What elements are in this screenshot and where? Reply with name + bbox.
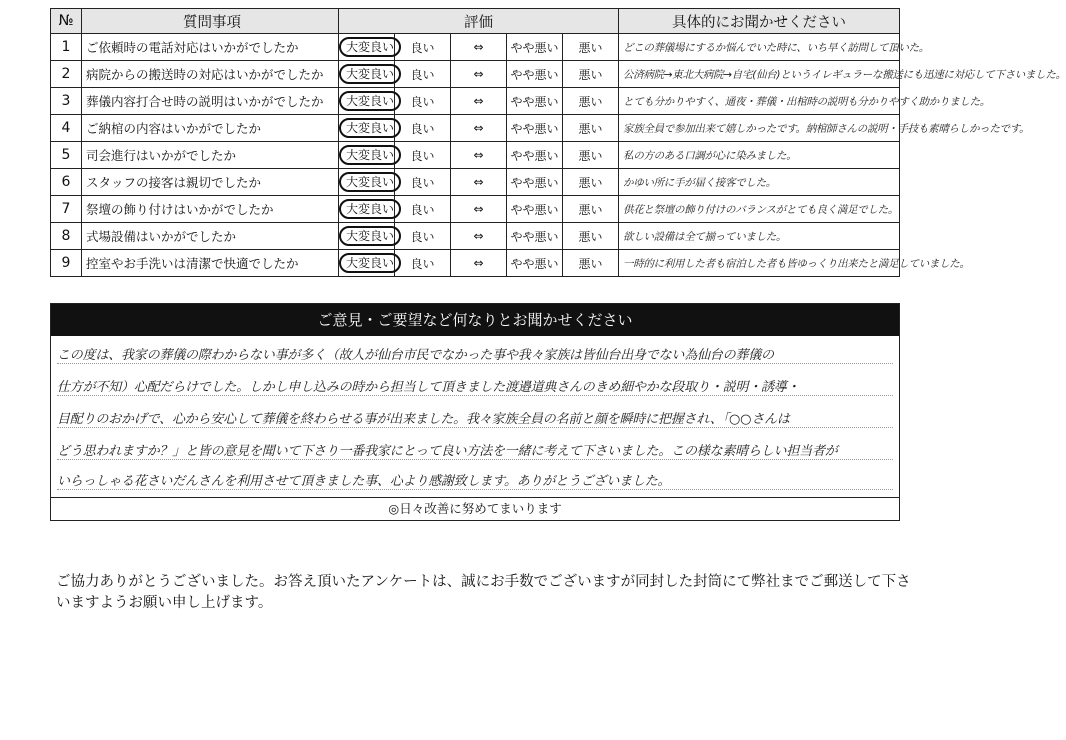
question-text: スタッフの接客は親切でしたか	[82, 169, 339, 196]
rating-option-good: 良い	[395, 142, 451, 169]
question-text: ご納棺の内容はいかがでしたか	[82, 115, 339, 142]
rating-option-bad: 悪い	[563, 88, 619, 115]
rating-option-somewhat_bad: やや悪い	[507, 196, 563, 223]
opinion-line: いらっしゃる花さいだんさんを利用させて頂きました事、心より感謝致します。ありがとうございました。	[57, 474, 671, 489]
row-number: 1	[51, 34, 82, 61]
comment-text: かゆい所に手が届く接客でした。	[619, 169, 900, 196]
question-text: 控室やお手洗いは清潔で快適でしたか	[82, 250, 339, 277]
row-number: 8	[51, 223, 82, 250]
rating-option-good: 良い	[395, 115, 451, 142]
rating-option-somewhat_bad: やや悪い	[507, 88, 563, 115]
selected-rating-circle: 大変良い	[339, 118, 401, 138]
rating-option-bad: 悪い	[563, 250, 619, 277]
rating-option-neutral: ⇔	[451, 88, 507, 115]
selected-rating-circle: 大変良い	[339, 226, 401, 246]
question-text: 病院からの搬送時の対応はいかがでしたか	[82, 61, 339, 88]
table-row	[51, 169, 900, 196]
rating-option-excellent	[339, 169, 395, 196]
rating-option-excellent	[339, 88, 395, 115]
rating-option-good: 良い	[395, 88, 451, 115]
opinion-footer: ◎日々改善に努めてまいります	[51, 497, 899, 520]
rating-option-excellent	[339, 196, 395, 223]
table-row	[51, 223, 900, 250]
opinion-box	[50, 303, 900, 521]
opinion-line: どう思われますか？」と皆の意見を聞いて下さり一番我家にとって良い方法を一緒に考えて下さいました。この様な素晴らしい担当者が	[57, 444, 838, 459]
opinion-line: 目配りのおかげで、心から安心して葬儀を終わらせる事が出来ました。我々家族全員の名前と顔を瞬時に把握され、「○○さんは	[57, 412, 790, 427]
question-text: 式場設備はいかがでしたか	[82, 223, 339, 250]
selected-rating-circle: 大変良い	[339, 172, 401, 192]
survey-table	[50, 8, 1066, 277]
comment-text: どこの葬儀場にするか悩んでいた時に、いち早く訪問して頂いた。	[619, 34, 900, 61]
rating-option-neutral: ⇔	[451, 250, 507, 277]
row-number: 7	[51, 196, 82, 223]
rating-option-bad: 悪い	[563, 196, 619, 223]
table-row	[51, 196, 900, 223]
table-row	[51, 115, 900, 142]
rating-option-excellent	[339, 115, 395, 142]
row-number: 3	[51, 88, 82, 115]
rating-option-good: 良い	[395, 250, 451, 277]
question-text: 祭壇の飾り付けはいかがでしたか	[82, 196, 339, 223]
rating-option-good: 良い	[395, 196, 451, 223]
ruled-line	[57, 459, 893, 460]
rating-option-bad: 悪い	[563, 61, 619, 88]
rating-option-bad: 悪い	[563, 169, 619, 196]
table-header-row	[51, 9, 900, 34]
table-row	[51, 88, 900, 115]
selected-rating-circle: 大変良い	[339, 253, 401, 273]
header-comment: 具体的にお聞かせください	[619, 9, 900, 34]
rating-option-neutral: ⇔	[451, 223, 507, 250]
ruled-line	[57, 363, 893, 364]
selected-rating-circle: 大変良い	[339, 37, 401, 57]
question-text: 葬儀内容打合せ時の説明はいかがでしたか	[82, 88, 339, 115]
rating-option-good: 良い	[395, 223, 451, 250]
ruled-line	[57, 427, 893, 428]
row-number: 2	[51, 61, 82, 88]
header-rating: 評価	[339, 9, 619, 34]
rating-option-somewhat_bad: やや悪い	[507, 61, 563, 88]
rating-option-excellent	[339, 223, 395, 250]
question-text: ご依頼時の電話対応はいかがでしたか	[82, 34, 339, 61]
table-row	[51, 142, 900, 169]
comment-text: 欲しい設備は全て揃っていました。	[619, 223, 900, 250]
comment-text: 公済病院→東北大病院→自宅(仙台)というイレギュラーな搬送にも迅速に対応して下さいました。	[619, 61, 900, 88]
rating-option-good: 良い	[395, 61, 451, 88]
comment-text: 一時的に利用した者も宿泊した者も皆ゆっくり出来たと満足していました。	[619, 250, 900, 277]
row-number: 5	[51, 142, 82, 169]
opinion-line: 仕方が不知）心配だらけでした。しかし申し込みの時から担当して頂きました渡邉道典さんのきめ細やかな段取り・説明・誘導・	[57, 380, 800, 395]
rating-option-neutral: ⇔	[451, 169, 507, 196]
comment-text: とても分かりやすく、通夜・葬儀・出棺時の説明も分かりやすく助かりました。	[619, 88, 900, 115]
rating-option-somewhat_bad: やや悪い	[507, 115, 563, 142]
rating-option-bad: 悪い	[563, 142, 619, 169]
row-number: 4	[51, 115, 82, 142]
rating-option-bad: 悪い	[563, 115, 619, 142]
comment-text: 家族全員で参加出来て嬉しかったです。納棺師さんの説明・手技も素晴らしかったです。	[619, 115, 900, 142]
rating-option-somewhat_bad: やや悪い	[507, 34, 563, 61]
opinion-heading: ご意見・ご要望など何なりとお聞かせください	[51, 304, 899, 336]
rating-option-neutral: ⇔	[451, 142, 507, 169]
ruled-line	[57, 395, 893, 396]
rating-option-excellent	[339, 61, 395, 88]
rating-option-neutral: ⇔	[451, 34, 507, 61]
selected-rating-circle: 大変良い	[339, 64, 401, 84]
rating-option-bad: 悪い	[563, 223, 619, 250]
closing-message: ご協力ありがとうございました。お答え頂いたアンケートは、誠にお手数でございますが同封した封筒にて弊社までご郵送して下さいますようお願い申し上げます。	[56, 574, 911, 611]
selected-rating-circle: 大変良い	[339, 145, 401, 165]
selected-rating-circle: 大変良い	[339, 91, 401, 111]
table-row	[51, 61, 900, 88]
rating-option-excellent	[339, 142, 395, 169]
rating-option-excellent	[339, 250, 395, 277]
row-number: 6	[51, 169, 82, 196]
rating-option-somewhat_bad: やや悪い	[507, 169, 563, 196]
question-text: 司会進行はいかがでしたか	[82, 142, 339, 169]
comment-text: 私の方のある口調が心に染みました。	[619, 142, 900, 169]
row-number: 9	[51, 250, 82, 277]
table-row	[51, 250, 900, 277]
rating-option-somewhat_bad: やや悪い	[507, 142, 563, 169]
rating-option-good: 良い	[395, 34, 451, 61]
rating-option-excellent	[339, 34, 395, 61]
rating-option-neutral: ⇔	[451, 61, 507, 88]
rating-option-somewhat_bad: やや悪い	[507, 223, 563, 250]
header-question: 質問事項	[82, 9, 339, 34]
rating-option-neutral: ⇔	[451, 196, 507, 223]
rating-option-somewhat_bad: やや悪い	[507, 250, 563, 277]
table-row	[51, 34, 900, 61]
comment-text: 供花と祭壇の飾り付けのバランスがとても良く満足でした。	[619, 196, 900, 223]
rating-option-bad: 悪い	[563, 34, 619, 61]
rating-option-good: 良い	[395, 169, 451, 196]
selected-rating-circle: 大変良い	[339, 199, 401, 219]
opinion-line: この度は、我家の葬儀の際わからない事が多く（故人が仙台市民でなかった事や我々家族は皆仙台出身でない為仙台の葬儀の	[57, 348, 774, 363]
rating-option-neutral: ⇔	[451, 115, 507, 142]
ruled-line	[57, 489, 893, 490]
header-no: №	[51, 9, 82, 34]
